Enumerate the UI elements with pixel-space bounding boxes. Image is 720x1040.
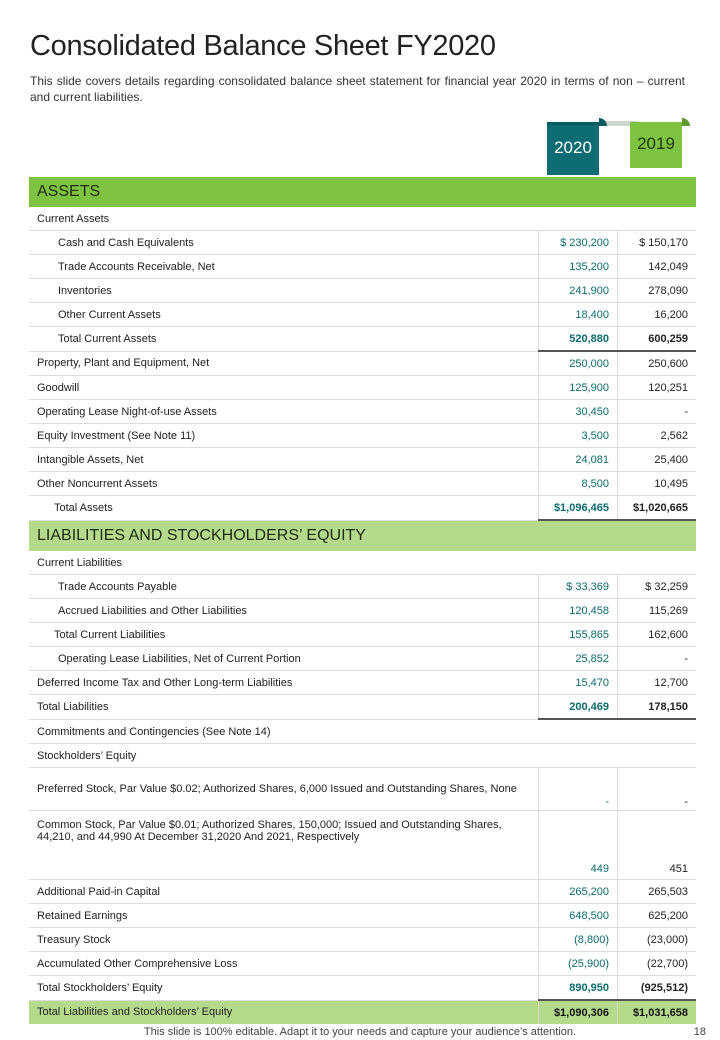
value-2020: 449: [539, 811, 618, 880]
value-2019: 178,150: [618, 695, 697, 720]
row-label: Inventories: [29, 279, 539, 303]
value-2019: 115,269: [618, 599, 697, 623]
table-row-grand-total: [29, 1000, 696, 1024]
table-row: [29, 472, 696, 496]
table-row-total: [29, 695, 696, 720]
section-title: ASSETS: [29, 177, 696, 207]
value-2019: -: [618, 400, 697, 424]
table-row: [29, 376, 696, 400]
value-2020: 250,000: [539, 351, 618, 376]
table-row: [29, 952, 696, 976]
value-2019: $1,020,665: [618, 496, 697, 521]
row-label: Accrued Liabilities and Other Liabilities: [29, 599, 539, 623]
value-2020: 25,852: [539, 647, 618, 671]
value-2019: 25,400: [618, 448, 697, 472]
value-2020: $1,090,306: [539, 1000, 618, 1024]
value-2020: 155,865: [539, 623, 618, 647]
table-row: [29, 904, 696, 928]
value-2019: 16,200: [618, 303, 697, 327]
table-row: [29, 928, 696, 952]
row-label: Operating Lease Night-of-use Assets: [29, 400, 539, 424]
value-2020: $ 33,369: [539, 575, 618, 599]
value-2020: 8,500: [539, 472, 618, 496]
row-label: Operating Lease Liabilities, Net of Current Portion: [29, 647, 539, 671]
value-2020: 15,470: [539, 671, 618, 695]
table-row: [29, 719, 696, 744]
table-row: [29, 279, 696, 303]
value-2019: 451: [618, 811, 697, 880]
value-2019: 265,503: [618, 880, 697, 904]
table-row: [29, 207, 696, 231]
value-2019: 142,049: [618, 255, 697, 279]
row-label: Total Assets: [29, 496, 539, 521]
value-2020: 18,400: [539, 303, 618, 327]
year-tag-fold: [682, 118, 690, 126]
table-row: [29, 744, 696, 768]
value-2020: 30,450: [539, 400, 618, 424]
value-2020: -: [539, 768, 618, 811]
section-title: LIABILITIES AND STOCKHOLDERS’ EQUITY: [29, 520, 696, 551]
table-row: [29, 255, 696, 279]
row-label: Property, Plant and Equipment, Net: [29, 351, 539, 376]
value-2019: $ 32,259: [618, 575, 697, 599]
table-row: [29, 575, 696, 599]
value-2020: 135,200: [539, 255, 618, 279]
row-label: Preferred Stock, Par Value $0.02; Authorized Shares, 6,000 Issued and Outstanding Shares, None: [29, 768, 539, 811]
row-label: Treasury Stock: [29, 928, 539, 952]
value-2019: (925,512): [618, 976, 697, 1001]
year-tag-2019: 2019: [630, 122, 682, 168]
value-2019: $1,031,658: [618, 1000, 697, 1024]
page-subtitle: This slide covers details regarding consolidated balance sheet statement for financial year 2020 in terms of non – current and current liabilities.: [30, 74, 685, 104]
value-2020: 890,950: [539, 976, 618, 1001]
value-2019: 278,090: [618, 279, 697, 303]
section-header-liabilities: [29, 520, 696, 551]
value-2020: 120,458: [539, 599, 618, 623]
table-row: [29, 351, 696, 376]
row-label: Other Current Assets: [29, 303, 539, 327]
table-row: [29, 647, 696, 671]
row-label: Additional Paid-in Capital: [29, 880, 539, 904]
year-tag-2020: 2020: [547, 122, 599, 175]
table-row: [29, 303, 696, 327]
row-label: Current Liabilities: [29, 551, 696, 575]
row-label: Total Liabilities and Stockholders’ Equity: [29, 1000, 539, 1024]
value-2020: $1,096,465: [539, 496, 618, 521]
value-2020: (25,900): [539, 952, 618, 976]
footer-note: This slide is 100% editable. Adapt it to your needs and capture your audience’s attention.: [143, 1026, 577, 1038]
value-2019: 2,562: [618, 424, 697, 448]
value-2019: (22,700): [618, 952, 697, 976]
table-row: [29, 768, 696, 811]
table-row: [29, 599, 696, 623]
value-2020: 648,500: [539, 904, 618, 928]
table-row: [29, 400, 696, 424]
value-2020: 125,900: [539, 376, 618, 400]
value-2019: 600,259: [618, 327, 697, 352]
row-label: Current Assets: [29, 207, 696, 231]
value-2020: (8,800): [539, 928, 618, 952]
year-tag-fold: [599, 118, 607, 126]
row-label: Common Stock, Par Value $0.01; Authorized Shares, 150,000; Issued and Outstanding Shares, 44,210, and 44,990 At December 31,2020 And 2021, Respectively: [29, 811, 539, 880]
value-2019: 250,600: [618, 351, 697, 376]
row-label: Deferred Income Tax and Other Long-term Liabilities: [29, 671, 539, 695]
table-row: [29, 880, 696, 904]
value-2019: 625,200: [618, 904, 697, 928]
row-label: Equity Investment (See Note 11): [29, 424, 539, 448]
row-label: Trade Accounts Payable: [29, 575, 539, 599]
page-title: Consolidated Balance Sheet FY2020: [30, 30, 496, 62]
value-2020: 241,900: [539, 279, 618, 303]
table-row: [29, 811, 696, 880]
value-2019: (23,000): [618, 928, 697, 952]
row-label: Commitments and Contingencies (See Note 14): [29, 719, 696, 744]
table-row: [29, 231, 696, 255]
value-2019: -: [618, 647, 697, 671]
row-label: Retained Earnings: [29, 904, 539, 928]
value-2020: 520,880: [539, 327, 618, 352]
value-2020: $ 230,200: [539, 231, 618, 255]
value-2019: 120,251: [618, 376, 697, 400]
row-label: Total Current Liabilities: [29, 623, 539, 647]
row-label: Intangible Assets, Net: [29, 448, 539, 472]
value-2020: 265,200: [539, 880, 618, 904]
row-label: Cash and Cash Equivalents: [29, 231, 539, 255]
value-2019: 10,495: [618, 472, 697, 496]
table-row-total: [29, 976, 696, 1001]
row-label: Other Noncurrent Assets: [29, 472, 539, 496]
value-2020: 200,469: [539, 695, 618, 720]
table-row: [29, 671, 696, 695]
page-number: 18: [693, 1026, 706, 1038]
table-row-total: [29, 327, 696, 352]
value-2019: $ 150,170: [618, 231, 697, 255]
value-2019: 162,600: [618, 623, 697, 647]
row-label: Total Liabilities: [29, 695, 539, 720]
row-label: Trade Accounts Receivable, Net: [29, 255, 539, 279]
table-row-total: [29, 496, 696, 521]
row-label: Accumulated Other Comprehensive Loss: [29, 952, 539, 976]
value-2020: 24,081: [539, 448, 618, 472]
value-2019: -: [618, 768, 697, 811]
table-row: [29, 623, 696, 647]
row-label: Goodwill: [29, 376, 539, 400]
row-label: Total Stockholders’ Equity: [29, 976, 539, 1001]
value-2019: 12,700: [618, 671, 697, 695]
table-row: [29, 551, 696, 575]
table-row: [29, 424, 696, 448]
row-label: Stockholders’ Equity: [29, 744, 696, 768]
value-2020: 3,500: [539, 424, 618, 448]
section-header-assets: [29, 177, 696, 207]
table-row: [29, 448, 696, 472]
row-label: Total Current Assets: [29, 327, 539, 352]
balance-sheet-table: [29, 177, 696, 1024]
